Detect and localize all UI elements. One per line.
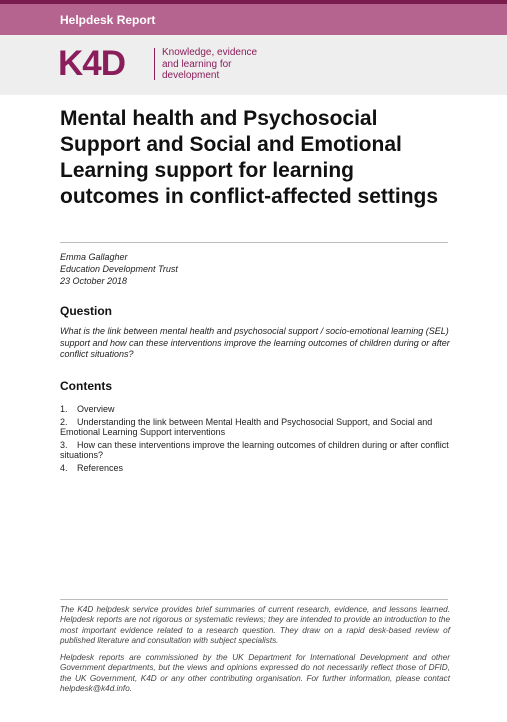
contents-item-number: 4.	[60, 462, 68, 473]
contents-heading: Contents	[60, 379, 112, 393]
question-text: What is the link between mental health and psychosocial support / socio-emotional learning (SEL) support and how can these interventions improve the learning outcomes of children during or after conflict situations?	[60, 326, 450, 359]
contents-item[interactable]	[60, 440, 452, 461]
logo-tagline	[162, 47, 292, 82]
report-date: 23 October 2018	[60, 276, 128, 286]
contents-item-label: Overview	[77, 404, 115, 414]
contents-item-number: 1.	[60, 404, 68, 414]
contents-item-label: References	[77, 462, 124, 473]
question-heading: Question	[60, 304, 113, 318]
contents-list	[60, 404, 452, 475]
logo-band	[0, 35, 507, 95]
contents-item-label: How can these interventions improve the learning outcomes of children during or after conflict situations?	[60, 439, 449, 460]
contents-item[interactable]	[60, 417, 452, 438]
logo-tagline-line: and learning for	[162, 58, 232, 70]
banner-title: Helpdesk Report	[60, 13, 156, 27]
logo-tagline-line: Knowledge, evidence	[162, 47, 258, 58]
logo-tagline-line: development	[162, 70, 220, 81]
contents-item-number: 3.	[60, 439, 68, 450]
author-name: Emma Gallagher	[60, 252, 128, 262]
footer-paragraph: Helpdesk reports are commissioned by the UK Department for International Development and other Government departments, but the views and opinions expressed do not necessarily reflect those of DFID, the UK Government, K4D or any other contributing organisation. For further information, please contact helpdesk@k4d.info.	[60, 653, 450, 694]
contents-item-label: Understanding the link between Mental Health and Psychosocial Support, and Social and Emotional Learning Support interventions	[60, 416, 433, 437]
report-title: Mental health and Psychosocial Support and Social and Emotional Learning support for learning outcomes in conflict-affected settings	[60, 107, 439, 208]
report-meta	[60, 251, 178, 287]
author-organisation: Education Development Trust	[60, 264, 178, 274]
contents-item-number: 2.	[60, 416, 68, 427]
header-banner	[0, 4, 507, 35]
title-divider	[60, 242, 448, 243]
contents-item[interactable]	[60, 404, 452, 415]
contents-item[interactable]	[60, 463, 452, 474]
footer-divider	[60, 599, 448, 600]
footer-paragraph: The K4D helpdesk service provides brief summaries of current research, evidence, and lessons learned. Helpdesk reports are not rigorous or systematic reviews; they are intended to provide an introduction to the most important evidence related to a research question. They draw on a rapid desk-based review of published literature and consultation with subject specialists.	[60, 605, 450, 645]
logo-divider	[154, 48, 155, 80]
footer-disclaimer	[60, 605, 450, 701]
k4d-logo: K4D	[58, 44, 126, 83]
